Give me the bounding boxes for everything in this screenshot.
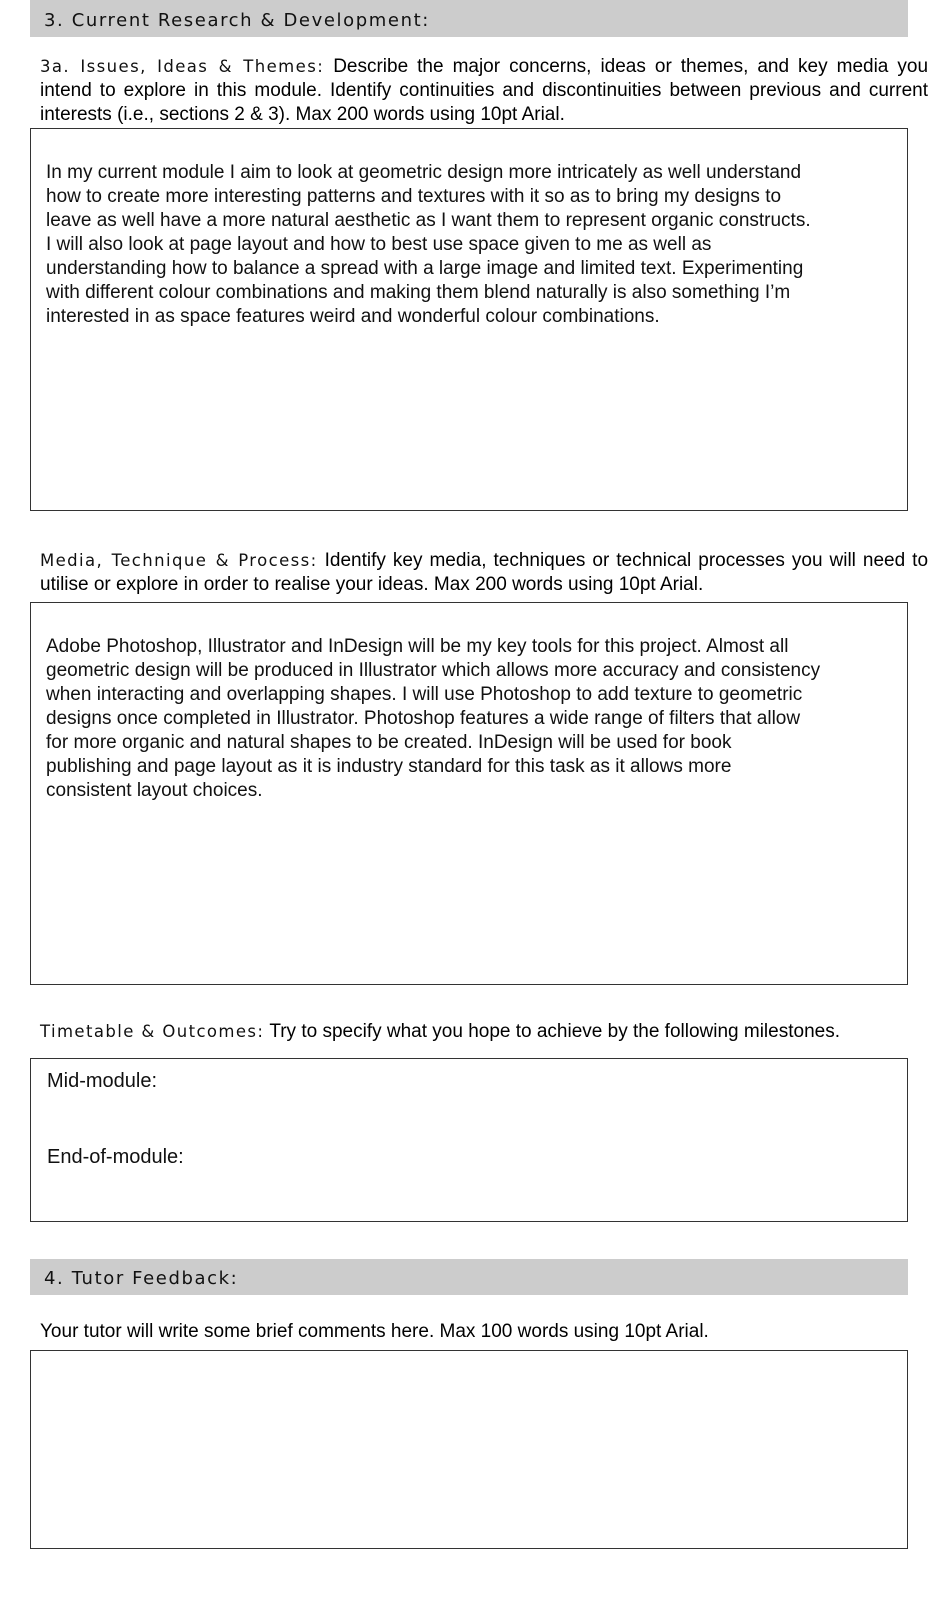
mid-module-label: Mid-module:	[47, 1070, 158, 1092]
issues-response-text: In my current module I aim to look at geometric design more intricately as well understand how to create more interesting patterns and textures with it so as to bring my designs to leave as well have a more natural aesthetic as I want them to represent organic constructs. I will also look at page layout and how to best use space given to me as well as understanding how to balance a spread with a large image and limited text. Experimenting with different colour combinations and making them blend naturally is also something I’m interested in as space features weird and wonderful colour combinations.	[46, 162, 811, 327]
section-4-heading: 4. Tutor Feedback:	[44, 1268, 239, 1289]
media-response-box[interactable]	[30, 602, 908, 985]
timetable-intro	[40, 1020, 928, 1044]
issues-intro	[40, 55, 928, 127]
section-3-heading: 3. Current Research & Development:	[44, 10, 430, 31]
section-4-heading-bar	[30, 1259, 908, 1295]
timetable-label: Timetable & Outcomes:	[40, 1022, 265, 1041]
end-of-module-label: End-of-module:	[47, 1146, 184, 1168]
issues-label: 3a. Issues, Ideas & Themes:	[40, 57, 325, 76]
media-instruction: Identify key media, techniques or technical processes you will need to utilise or explore in order to realise your ideas. Max 200 words using 10pt Arial.	[40, 550, 929, 595]
media-intro	[40, 549, 928, 597]
timetable-box[interactable]	[30, 1058, 908, 1222]
timetable-instruction: Try to specify what you hope to achieve by the following milestones.	[269, 1021, 840, 1042]
media-label: Media, Technique & Process:	[40, 551, 318, 570]
section-3-heading-bar	[30, 0, 908, 37]
tutor-feedback-box[interactable]	[30, 1350, 908, 1549]
tutor-feedback-instruction: Your tutor will write some brief comments here. Max 100 words using 10pt Arial.	[40, 1321, 709, 1342]
media-response-text: Adobe Photoshop, Illustrator and InDesign will be my key tools for this project. Almost all geometric design will be produced in Illustrator which allows more accuracy and consistency when interacting and overlapping shapes. I will use Photoshop to add texture to geometric designs once completed in Illustrator. Photoshop features a wide range of filters that allow for more organic and natural shapes to be created. InDesign will be used for book publishing and page layout as it is industry standard for this task as it allows more consistent layout choices.	[46, 636, 821, 801]
issues-instruction: Describe the major concerns, ideas or themes, and key media you intend to explore in this module. Identify continuities and discontinuities between previous and current interests (i.e., sections 2 & 3). Max 200 words using 10pt Arial.	[40, 56, 929, 125]
issues-response-box[interactable]	[30, 128, 908, 511]
